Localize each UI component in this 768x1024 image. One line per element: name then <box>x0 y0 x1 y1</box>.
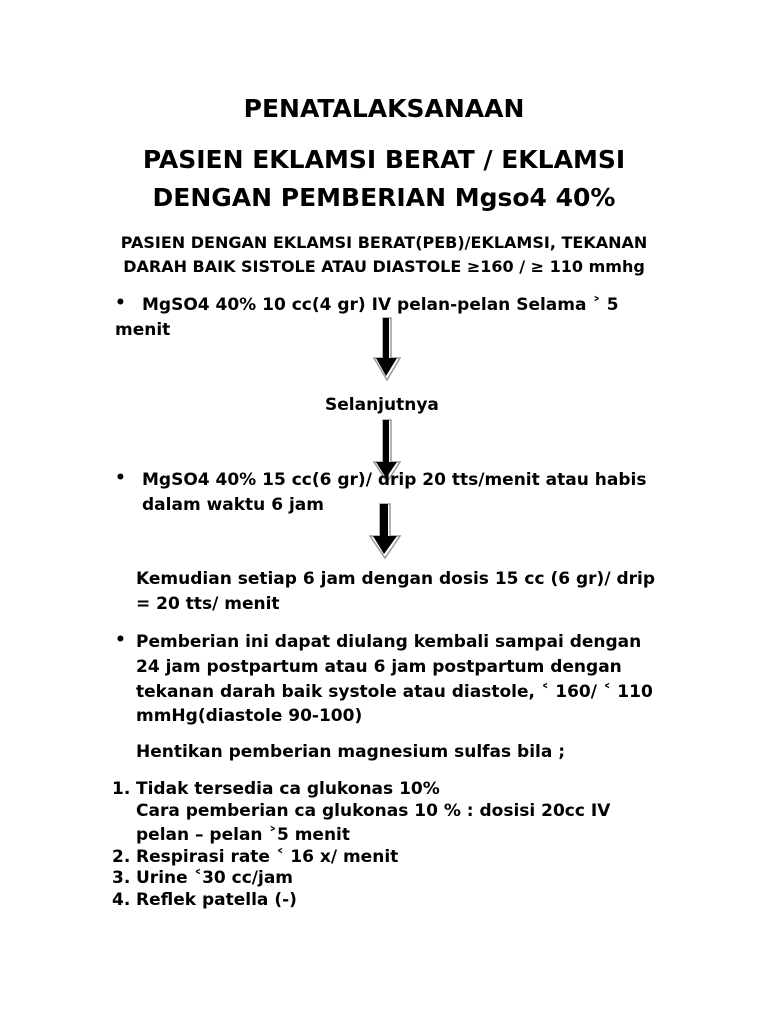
subtitle-line-1: PASIEN EKLAMSI BERAT / EKLAMSI <box>142 145 626 174</box>
list-item: Respirasi rate ˂ 16 x/ menit <box>136 847 399 867</box>
subtitle-line-2: DENGAN PEMBERIAN Mgso4 40% <box>152 183 616 212</box>
list-number: 2. <box>112 847 131 867</box>
list-item: Tidak tersedia ca glukonas 10% <box>136 779 440 799</box>
step3-line-1: Kemudian setiap 6 jam dengan dosis 15 cc (6 gr)/ drip <box>136 569 656 589</box>
list-number: 3. <box>112 868 131 888</box>
step1-line-2: menit <box>115 320 171 340</box>
step3-line-2: = 20 tts/ menit <box>136 594 280 614</box>
list-item: Urine ˂30 cc/jam <box>136 868 294 888</box>
list-item: Reflek patella (-) <box>136 890 297 910</box>
list-item-detail: pelan – pelan ˃5 menit <box>136 825 351 845</box>
step1-line-1: MgSO4 40% 10 cc(4 gr) IV pelan-pelan Selama ˃ 5 <box>142 295 619 315</box>
step2-line-1: MgSO4 40% 15 cc(6 gr)/ drip 20 tts/menit atau habis <box>142 470 647 490</box>
list-number: 4. <box>112 890 131 910</box>
arrow-down-icon <box>369 502 403 560</box>
step4-line-3: tekanan darah baik systole atau diastole, ˂ 160/ ˂ 110 <box>136 682 653 702</box>
list-item-detail: Cara pemberian ca glukonas 10 % : dosisi 20cc IV <box>136 801 611 821</box>
bullet-icon: • <box>115 293 126 313</box>
step4-line-1: Pemberian ini dapat diulang kembali sampai dengan <box>136 632 642 652</box>
arrow-down-icon <box>373 316 403 382</box>
list-number: 1. <box>112 779 131 799</box>
step4-line-2: 24 jam postpartum atau 6 jam postpartum dengan <box>136 657 622 677</box>
next-label: Selanjutnya <box>325 395 439 415</box>
stop-heading: Hentikan pemberian magnesium sulfas bila ; <box>136 742 566 762</box>
step4-line-4: mmHg(diastole 90-100) <box>136 706 363 726</box>
page-title: PENATALAKSANAAN <box>243 94 525 123</box>
heading-line-1: PASIEN DENGAN EKLAMSI BERAT(PEB)/EKLAMSI, TEKANAN <box>120 233 648 252</box>
heading-line-2: DARAH BAIK SISTOLE ATAU DIASTOLE ≥160 / ≥ 110 mmhg <box>123 257 645 276</box>
bullet-icon: • <box>115 630 126 650</box>
bullet-icon: • <box>115 468 126 488</box>
step2-line-2: dalam waktu 6 jam <box>142 495 324 515</box>
